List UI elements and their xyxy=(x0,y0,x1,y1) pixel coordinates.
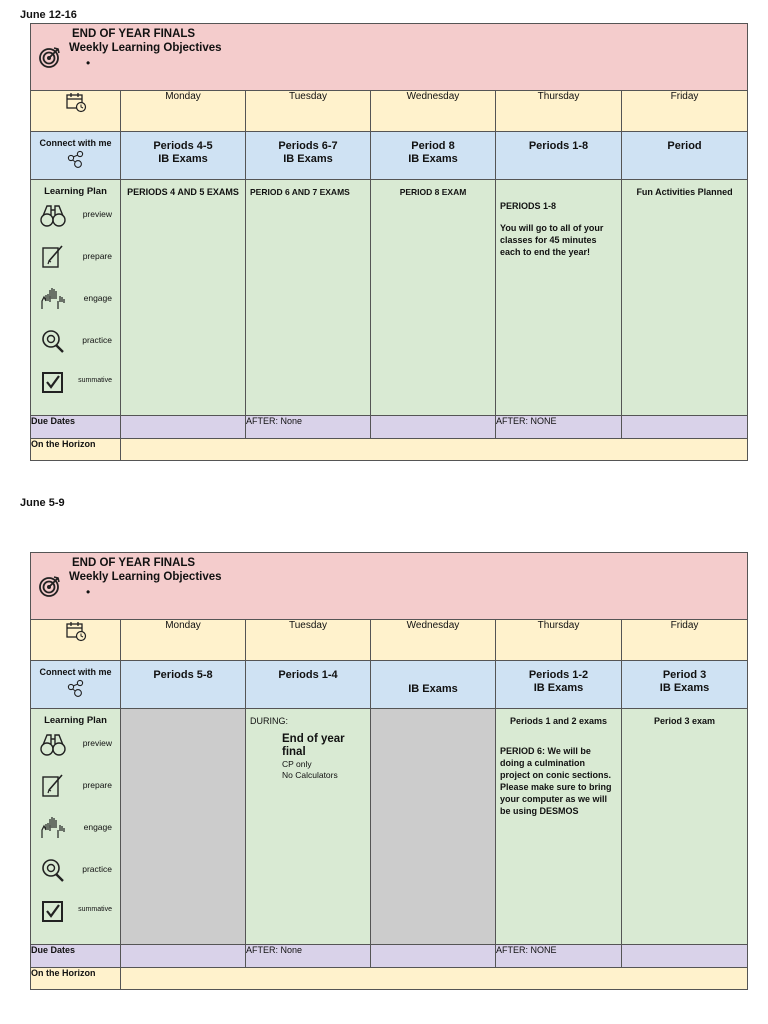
stage-practice xyxy=(31,852,120,894)
target-icon xyxy=(39,575,61,597)
stage-practice xyxy=(31,323,120,365)
stage-prepare xyxy=(31,768,120,810)
plan-thursday-title: Periods 1 and 2 exams xyxy=(509,716,608,726)
planner-header xyxy=(31,553,748,620)
connect-label-cell xyxy=(31,132,121,180)
connect-tuesday-line1: Periods 1-4 xyxy=(278,669,338,681)
learning-plan-cell xyxy=(31,709,121,945)
week-label: June 5-9 xyxy=(20,497,65,509)
day-friday: Friday xyxy=(622,91,748,132)
due-friday xyxy=(622,945,748,968)
stage-engage xyxy=(31,281,120,323)
connect-monday-line2: IB Exams xyxy=(158,153,208,165)
connect-thursday-line1: Periods 1-2 xyxy=(528,669,589,681)
learning-plan-label: Learning Plan xyxy=(44,186,107,197)
header-bullet: • xyxy=(86,585,91,599)
connect-label: Connect with me xyxy=(39,667,112,677)
day-monday: Monday xyxy=(121,620,246,661)
stage-summative xyxy=(31,365,120,407)
due-monday xyxy=(121,945,246,968)
horizon-value xyxy=(121,439,748,461)
connect-friday-line2: IB Exams xyxy=(659,682,710,694)
connect-wednesday-line2: IB Exams xyxy=(408,153,458,165)
document-pencil-icon xyxy=(39,243,67,271)
binoculars-icon xyxy=(39,201,67,229)
plan-tuesday-during: DURING: xyxy=(250,716,288,726)
stage-label: engage xyxy=(83,822,112,832)
day-friday: Friday xyxy=(622,620,748,661)
due-tuesday: AFTER: None xyxy=(246,416,371,439)
due-tuesday: AFTER: None xyxy=(246,945,371,968)
stage-label: engage xyxy=(83,293,112,303)
stage-label: preview xyxy=(82,738,112,748)
stage-preview xyxy=(31,726,120,768)
plan-tuesday-line1: CP only xyxy=(282,759,312,769)
people-network-icon xyxy=(65,679,87,699)
stage-label: prepare xyxy=(82,780,112,790)
week-label: June 12-16 xyxy=(20,9,77,21)
connect-monday-line1: Periods 5-8 xyxy=(153,669,213,681)
stage-label: summative xyxy=(78,906,112,913)
connect-wednesday-line2: IB Exams xyxy=(408,683,458,695)
horizon-value xyxy=(121,968,748,990)
due-dates-label: Due Dates xyxy=(31,945,121,968)
stage-summative xyxy=(31,894,120,936)
weekly-planner-table xyxy=(30,552,748,990)
day-wednesday: Wednesday xyxy=(371,91,496,132)
hands-icon xyxy=(39,285,67,313)
due-thursday: AFTER: NONE xyxy=(496,945,622,968)
due-dates-label: Due Dates xyxy=(31,416,121,439)
plan-wednesday: PERIOD 8 EXAM xyxy=(399,187,467,197)
stage-label: preview xyxy=(82,209,112,219)
plan-tuesday-line2: No Calculators xyxy=(282,770,338,780)
plan-thursday-body: PERIOD 6: We will be doing a culmination project on conic sections. Please make sure to bring your computer as we will be using DESMOS xyxy=(500,746,612,816)
stage-prepare xyxy=(31,239,120,281)
stage-engage xyxy=(31,810,120,852)
binoculars-icon xyxy=(39,730,67,758)
connect-thursday-line2: IB Exams xyxy=(533,682,584,694)
day-tuesday: Tuesday xyxy=(246,91,371,132)
target-icon xyxy=(39,46,61,68)
wrench-icon xyxy=(39,856,67,884)
calendar-clock-icon xyxy=(65,620,87,642)
connect-tuesday-line2: IB Exams xyxy=(283,153,333,165)
plan-thursday-title: PERIODS 1-8 xyxy=(500,201,557,211)
day-thursday: Thursday xyxy=(496,91,622,132)
stage-preview xyxy=(31,197,120,239)
day-tuesday: Tuesday xyxy=(246,620,371,661)
connect-friday-line1: Period xyxy=(667,140,702,152)
due-monday xyxy=(121,416,246,439)
plan-monday xyxy=(121,709,246,945)
plan-tuesday: PERIOD 6 AND 7 EXAMS xyxy=(250,187,350,197)
stage-label: prepare xyxy=(82,251,112,261)
hands-icon xyxy=(39,814,67,842)
due-friday xyxy=(622,416,748,439)
connect-monday-line1: Periods 4-5 xyxy=(153,140,213,152)
plan-tuesday-final-title: End of year final xyxy=(282,733,345,758)
planner-header xyxy=(31,24,748,91)
connect-label-cell xyxy=(31,661,121,709)
checklist-icon xyxy=(39,369,67,397)
connect-thursday-line1: Periods 1-8 xyxy=(528,140,589,152)
plan-thursday-body: You will go to all of your classes for 45 minutes each to end the year! xyxy=(500,223,604,257)
weekly-planner-table xyxy=(30,23,748,461)
calendar-cell xyxy=(31,91,121,132)
learning-plan-label: Learning Plan xyxy=(44,715,107,726)
people-network-icon xyxy=(65,150,87,170)
connect-friday-line1: Period 3 xyxy=(662,669,707,681)
stage-label: summative xyxy=(78,377,112,384)
due-wednesday xyxy=(371,416,496,439)
plan-friday: Fun Activities Planned xyxy=(636,187,733,197)
due-thursday: AFTER: NONE xyxy=(496,416,622,439)
header-bullet: • xyxy=(86,56,91,70)
connect-wednesday-line1: Period 8 xyxy=(411,140,455,152)
connect-label: Connect with me xyxy=(39,138,112,148)
header-title: END OF YEAR FINALS xyxy=(72,557,196,569)
header-subtitle: Weekly Learning Objectives xyxy=(69,571,222,583)
plan-wednesday xyxy=(371,709,496,945)
calendar-cell xyxy=(31,620,121,661)
plan-friday: Period 3 exam xyxy=(654,716,716,726)
checklist-icon xyxy=(39,898,67,926)
day-monday: Monday xyxy=(121,91,246,132)
learning-plan-cell xyxy=(31,180,121,416)
header-title: END OF YEAR FINALS xyxy=(72,28,196,40)
header-subtitle: Weekly Learning Objectives xyxy=(69,42,222,54)
document-pencil-icon xyxy=(39,772,67,800)
day-thursday: Thursday xyxy=(496,620,622,661)
stage-label: practice xyxy=(82,335,112,345)
calendar-clock-icon xyxy=(65,91,87,113)
plan-monday: PERIODS 4 AND 5 EXAMS xyxy=(127,187,239,197)
horizon-label: On the Horizon xyxy=(31,968,121,990)
horizon-label: On the Horizon xyxy=(31,439,121,461)
day-wednesday: Wednesday xyxy=(371,620,496,661)
stage-label: practice xyxy=(82,864,112,874)
connect-tuesday-line1: Periods 6-7 xyxy=(278,140,338,152)
wrench-icon xyxy=(39,327,67,355)
due-wednesday xyxy=(371,945,496,968)
